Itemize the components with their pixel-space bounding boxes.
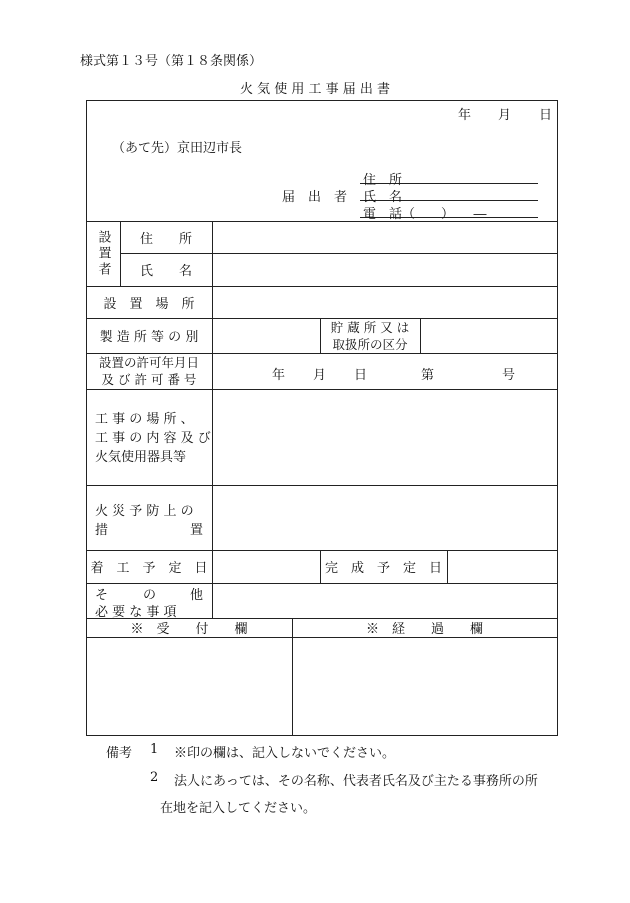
note-1-number: 1 bbox=[150, 742, 159, 757]
permit-go: 号 bbox=[502, 368, 516, 383]
date-month: 月 bbox=[498, 108, 512, 123]
fire-prevention-label-line1: 火 災 予 防 上 の bbox=[95, 504, 194, 519]
permit-day: 日 bbox=[354, 368, 368, 383]
notifier-address-label: 住 所 bbox=[363, 173, 403, 188]
addressee: （あて先）京田辺市長 bbox=[112, 141, 243, 156]
date-day: 日 bbox=[539, 108, 553, 123]
notes-label: 備考 bbox=[106, 746, 133, 761]
storage-type-label: 貯 蔵 所 又 は 取扱所の区分 bbox=[330, 319, 410, 352]
installer-label: 設置者 bbox=[95, 229, 111, 278]
fire-prevention-label-line2a: 措 bbox=[95, 523, 109, 538]
note-1-text: ※印の欄は、記入しないでください。 bbox=[174, 746, 396, 761]
installer-name-label: 氏 名 bbox=[139, 264, 192, 279]
date-year: 年 bbox=[458, 108, 472, 123]
other-label-line2: 必 要 な 事 項 bbox=[95, 605, 177, 620]
notifier-name-label: 氏 名 bbox=[363, 190, 403, 205]
notifier-phone-label: 電 話（ ） ― bbox=[363, 207, 487, 222]
permit-year: 年 bbox=[272, 368, 286, 383]
location-label: 設 置 場 所 bbox=[103, 296, 195, 312]
form-title: 火 気 使 用 工 事 届 出 書 bbox=[239, 82, 391, 97]
completion-date-label: 完 成 予 定 日 bbox=[324, 561, 442, 576]
notifier-label: 届 出 者 bbox=[282, 190, 348, 205]
note-2-continuation: 在地を記入してください。 bbox=[160, 801, 317, 816]
note-2-text: 法人にあっては、その名称、代表者氏名及び主たる事務所の所 bbox=[174, 774, 538, 789]
installer-address-label: 住 所 bbox=[139, 231, 192, 247]
start-date-label: 着 工 予 定 日 bbox=[90, 561, 208, 576]
form-number: 様式第１３号（第１８条関係） bbox=[80, 54, 263, 69]
permit-month: 月 bbox=[313, 368, 327, 383]
reception-header: ※ 受 付 欄 bbox=[130, 622, 248, 637]
progress-header: ※ 経 過 欄 bbox=[365, 622, 483, 637]
note-2-number: 2 bbox=[150, 770, 159, 785]
other-label-1b: の bbox=[143, 588, 157, 603]
manufacture-type-label: 製 造 所 等 の 別 bbox=[99, 330, 199, 345]
permit-no: 第 bbox=[421, 368, 435, 383]
other-label-1c: 他 bbox=[190, 588, 204, 603]
work-details-label: 工 事 の 場 所 、 工 事 の 内 容 及 び 火気使用器具等 bbox=[95, 412, 211, 465]
fire-prevention-label-line2b: 置 bbox=[190, 523, 204, 538]
permit-label: 設置の許可年月日 及 び 許 可 番 号 bbox=[98, 355, 199, 387]
other-label-1a: そ bbox=[95, 588, 109, 603]
